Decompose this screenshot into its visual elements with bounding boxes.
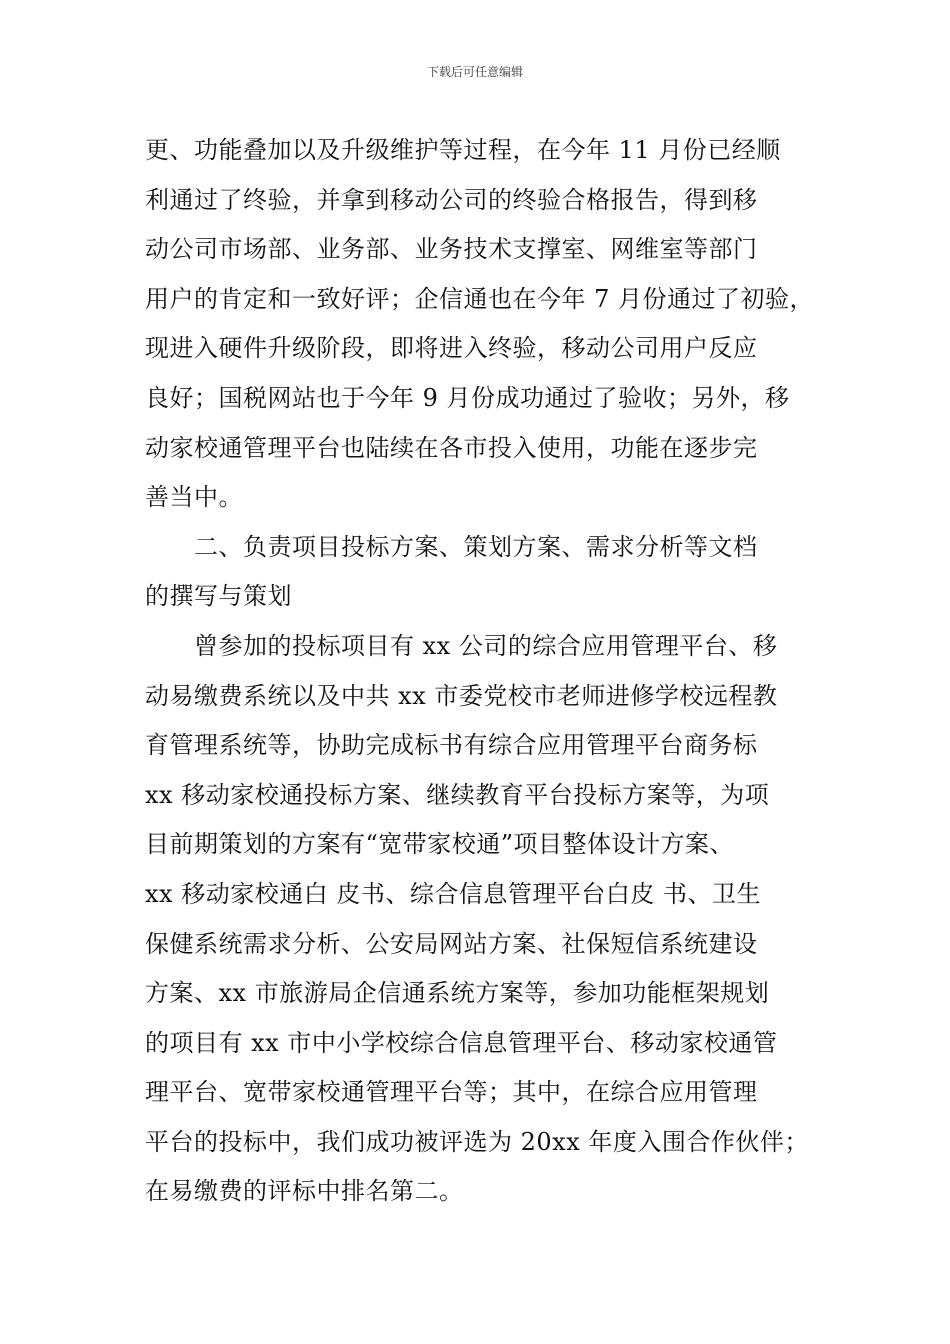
text-line: 保健系统需求分析、公安局网站方案、社保短信系统建设 xyxy=(145,929,758,958)
text-line: 平台的投标中，我们成功被评选为 20xx 年度入围合作伙伴； xyxy=(145,1127,809,1156)
text-line: 现进入硬件升级阶段，即将进入终验，移动公司用户反应 xyxy=(145,334,758,363)
text-line: 动易缴费系统以及中共 xx 市委党校市老师进修学校远程教 xyxy=(145,681,778,710)
text-line: 善当中。 xyxy=(145,483,243,512)
section-heading-line: 的撰写与策划 xyxy=(145,582,292,611)
text-line: 曾参加的投标项目有 xx 公司的综合应用管理平台、移 xyxy=(145,631,778,660)
text-line: 理平台、宽带家校通管理平台等；其中，在综合应用管理 xyxy=(145,1078,758,1107)
text-line: xx 移动家校通白 皮书、综合信息管理平台白皮 书、卫生 xyxy=(145,879,761,908)
text-line: 在易缴费的评标中排名第二。 xyxy=(145,1177,464,1206)
text-line: 用户的肯定和一致好评；企信通也在今年 7 月份通过了初验， xyxy=(145,284,815,313)
text-line: 育管理系统等，协助完成标书有综合应用管理平台商务标 xyxy=(145,731,758,760)
section-heading-line: 二、负责项目投标方案、策划方案、需求分析等文档 xyxy=(145,532,758,561)
text-line: 的项目有 xx 市中小学校综合信息管理平台、移动家校通管 xyxy=(145,1028,778,1057)
document-body xyxy=(145,126,815,1217)
text-line: 动家校通管理平台也陆续在各市投入使用，功能在逐步完 xyxy=(145,433,758,462)
text-line: 良好；国税网站也于今年 9 月份成功通过了验收；另外，移 xyxy=(145,383,790,412)
text-line: 动公司市场部、业务部、业务技术支撑室、网维室等部门 xyxy=(145,235,758,264)
text-line: xx 移动家校通投标方案、继续教育平台投标方案等，为项 xyxy=(145,780,770,809)
page-header: 下载后可任意编辑 xyxy=(426,65,523,79)
text-line: 更、功能叠加以及升级维护等过程，在今年 11 月份已经顺 xyxy=(145,136,781,164)
text-line: 目前期策划的方案有“宽带家校通”项目整体设计方案、 xyxy=(145,830,735,859)
text-line: 方案、xx 市旅游局企信通系统方案等，参加功能框架规划 xyxy=(145,979,770,1008)
text-line: 利通过了终验，并拿到移动公司的终验合格报告，得到移 xyxy=(145,185,758,214)
